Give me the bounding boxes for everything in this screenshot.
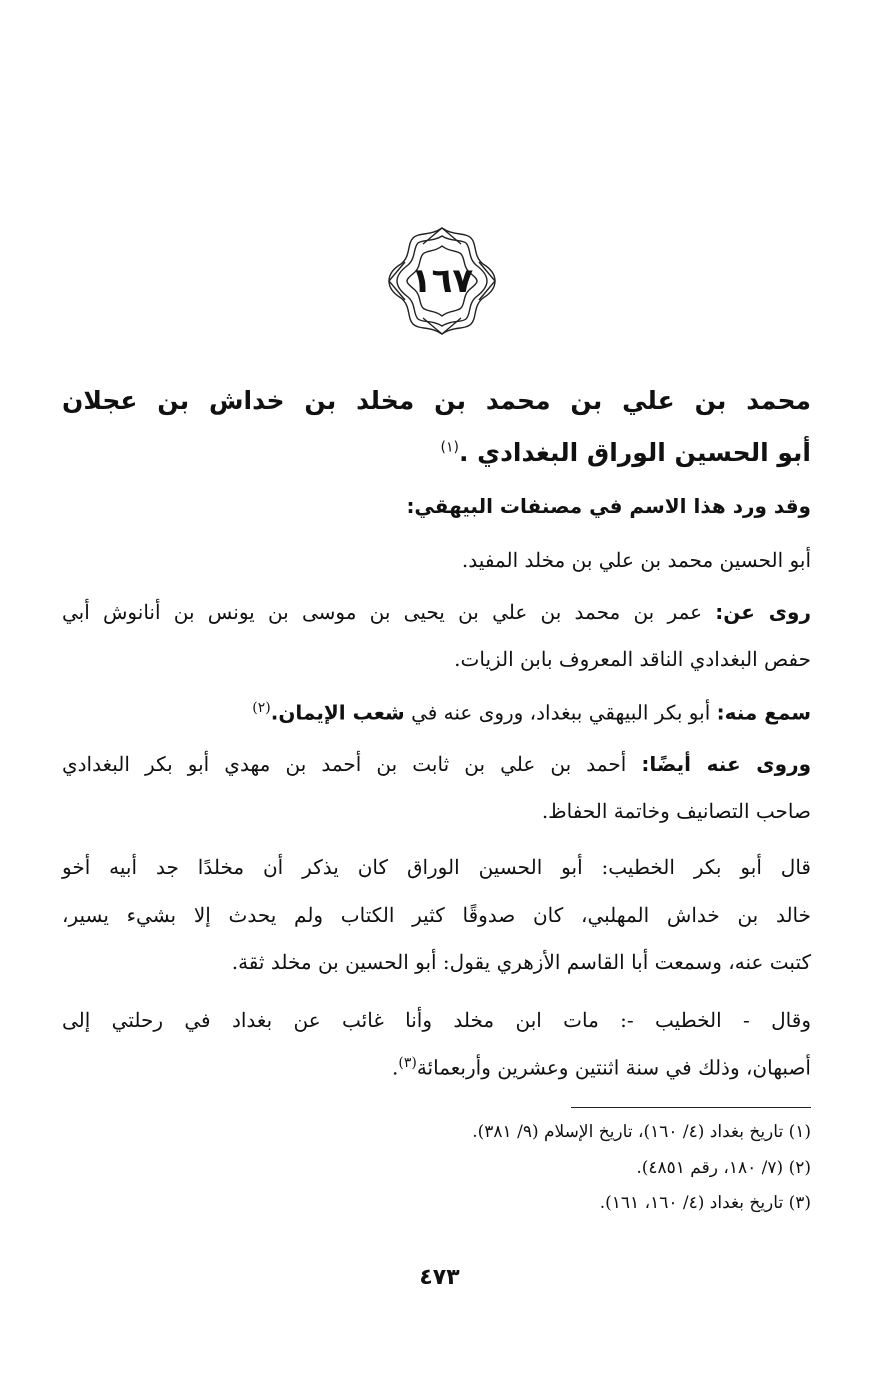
footnote-1: (١) تاريخ بغداد (٤/ ١٦٠)، تاريخ الإسلام (٩/ ٣٨١). — [472, 1122, 811, 1142]
also-narrated-line-2: صاحب التصانيف وخاتمة الحفاظ. — [541, 799, 811, 823]
death-line-2: أصبهان، وذلك في سنة اثنتين وعشرين وأربعمائة$^{(٣)}$. — [391, 1055, 811, 1080]
footnote-ref: (٢) — [252, 700, 271, 716]
narrated-from-line-2: حفص البغدادي الناقد المعروف بابن الزيات. — [454, 647, 811, 671]
narrated-from-label: روى عن: — [715, 600, 811, 624]
heard-from-him-text: أبو بكر البيهقي ببغداد، وروى عنه في — [411, 700, 711, 725]
name-in-works-label-line — [406, 494, 811, 518]
death-text: أصبهان، وذلك في سنة اثنتين وعشرين وأربعمائة — [416, 1055, 811, 1080]
footnote-3: (٣) تاريخ بغداد (٤/ ١٦٠، ١٦١). — [599, 1193, 811, 1213]
khatib-quote-line-2: خالد بن خداش المهلبي، كان صدوقًا كثير الكتاب ولم يحدث إلا بشيء يسير، — [62, 903, 811, 927]
name-in-works-value: أبو الحسين محمد بن علي بن مخلد المفيد. — [461, 548, 811, 572]
narrated-from-line-1 — [62, 600, 811, 624]
also-narrated-text: أحمد بن علي بن ثابت بن أحمد بن مهدي أبو بكر البغدادي — [62, 752, 627, 776]
footnote-divider — [571, 1107, 811, 1108]
heading-line-1: محمد بن علي بن محمد بن مخلد بن خداش بن عجلان — [62, 386, 811, 415]
heading-line-2 — [441, 438, 812, 467]
also-narrated-label: وروى عنه أيضًا: — [641, 752, 812, 776]
heard-from-him — [252, 700, 811, 725]
footnote-2: (٢) (٧/ ١٨٠، رقم ٤٨٥١). — [636, 1158, 811, 1178]
name-in-works-label: وقد ورد هذا الاسم في مصنفات البيهقي: — [406, 494, 811, 518]
narrated-from-text: عمر بن محمد بن علي بن يحيى بن موسى بن يونس بن أنانوش أبي — [62, 600, 702, 624]
khatib-quote-line-3: كتبت عنه، وسمعت أبا القاسم الأزهري يقول: أبو الحسين بن مخلد ثقة. — [231, 950, 811, 974]
entry-number-ornament — [383, 222, 501, 340]
book-title: شعب الإيمان. — [270, 700, 405, 725]
khatib-quote-line-1: قال أبو بكر الخطيب: أبو الحسين الوراق كان يذكر أن مخلدًا جد أبيه أخو — [62, 855, 811, 879]
footnote-ref: (٣) — [398, 1055, 417, 1071]
heading-name: أبو الحسين الوراق البغدادي . — [458, 438, 811, 467]
footnote-ref: (١) — [440, 439, 459, 456]
also-narrated-line-1 — [62, 752, 811, 776]
page-number: ٤٧٣ — [419, 1265, 460, 1290]
heard-from-him-label: سمع منه: — [716, 700, 811, 725]
entry-number: ١٦٧ — [410, 261, 474, 301]
death-line-1: وقال - الخطيب -: مات ابن مخلد وأنا غائب عن بغداد في رحلتي إلى — [62, 1008, 811, 1032]
